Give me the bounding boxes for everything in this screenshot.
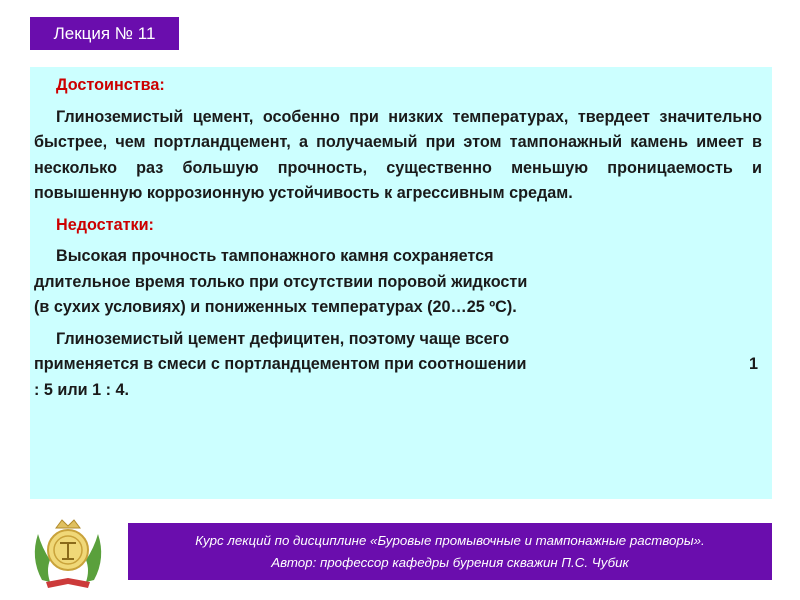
disadvantages-paragraph <box>34 244 762 321</box>
content-panel <box>30 67 772 499</box>
footer-author: Автор: профессор кафедры бурения скважин П.С. Чубик <box>271 554 629 570</box>
lecture-number-label: Лекция № 11 <box>53 23 156 43</box>
disadvantages-line-1: Высокая прочность тампонажного камня сохраняется <box>56 247 494 265</box>
deficit-line-1: Глиноземистый цемент дефицитен, поэтому чаще всего <box>56 329 510 348</box>
footer-course-title: Курс лекций по дисциплине «Буровые промывочные и тампонажные растворы». <box>195 532 705 548</box>
deficit-line-3: : 5 или 1 : 4. <box>34 380 129 399</box>
advantages-heading: Достоинства: <box>56 76 165 94</box>
course-footer <box>128 523 772 580</box>
deficit-ratio-start: 1 <box>748 355 758 373</box>
disadvantages-line-3: (в сухих условиях) и пониженных температурах (20…25 ºС). <box>34 298 517 316</box>
university-crest-icon <box>24 512 112 592</box>
disadvantages-heading: Недостатки: <box>56 215 154 234</box>
deficit-line-2: применяется в смеси с портландцементом при соотношении <box>34 355 527 373</box>
lecture-number-badge <box>30 17 179 50</box>
disadvantages-line-2: длительное время только при отсутствии поровой жидкости <box>34 272 528 291</box>
advantages-paragraph: Глиноземистый цемент, особенно при низких температурах, твердеет значительно быстрее, чем портландцемент, а получаемый при этом тампонажный камень имеет в несколько раз большую прочность, существенно меньшую проницаемость и повышенную коррозионную устойчивость к агрессивным средам. <box>34 107 762 202</box>
deficit-paragraph <box>34 327 762 404</box>
